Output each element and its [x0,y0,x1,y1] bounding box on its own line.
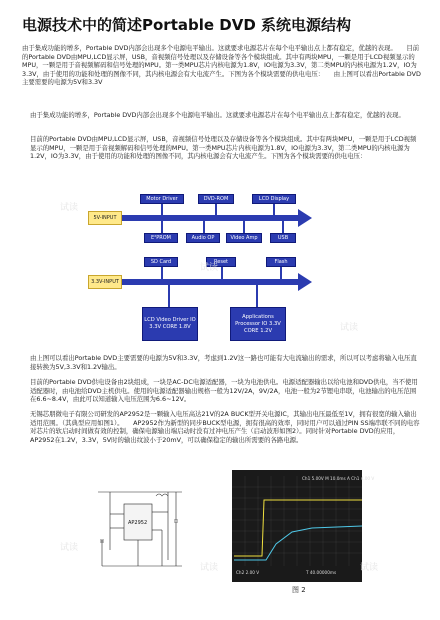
motor-driver-box: Motor Driver [140,194,184,204]
dvd-rom-box: DVD-ROM [198,194,234,204]
paragraph-3: 由上图可以看出Portable DVD主要需要的电源为5V和3.3V，考虑到1.2V这一路也可能有大电流输出的需求，所以可以考虑将输入电压直接转换为5V,3.3V和1.2V输出。 [30,354,417,371]
sd-card-box: SD Card [144,257,178,267]
schematic-drawing [92,470,192,582]
connector-line [282,221,284,233]
power-block-diagram [88,187,332,347]
schematic-figure [92,470,192,582]
paragraph-2: 目前的Portable DVD由MPU,LCD显示屏，USB，音视频信号处理以及存储设备等各个模块组成。其中有两块MPU，一颗是用于LCD视频显示的MPU，一颗是用于音视频解码和信号处理的MPU。第一类MPU芯片内核电源为1.8V，IO电源为3.3V，第二类MPU的内核电源为1.2V，IO为3.3V，由于使用的功能和处理的图像不同，其内核电源会有大电流产生。下图为各个模块需要的供电电压： [30,135,417,161]
intro-paragraph: 由于集成功能的增多，Portable DVD内部会出现多个电源电平输出。这就要求电源芯片在每个电平输出点上都有稳定，优越的表现。 目前的Portable DVD由MPU,LCD显示屏，USB，音视频信号处理以及存储设备等各个模块组成。其中有两块MPU，一颗是用于LCD视频显示的MPU，一颗是用于音视频解码和信号处理的MPU。第一类MPU芯片内核电源为1.8V，IO电源为3.3V，第二类MPU的内核电源为1.2V，IO为3.3V，由于使用的功能和处理的图像不同，其内核电源会有大电流产生。下图为各个模块需要的供电电压： 由上图可以看出Portable DVD主要需要的电源为5V和3.3V [22,44,421,87]
connector-line [256,285,258,307]
chip-label: AP2952 [128,520,148,526]
connector-line [161,204,163,215]
scope-ch2: Ch2 2.00 V [236,570,260,575]
connector-line [161,267,163,279]
paragraph-4: 目前的Portable DVD供电设备由2块组成，一块是AC-DC电源适配器，一块为电池供电。电源适配器输出以给电池和DVD供电，当不使用适配器时，由电池给DVD主机供电。使用的电源适配器输出规格一般为12V/2A，9V/2A，电池一般为2节锂电串联，电池输出的电压范围在6.6~8.4V，由此可以知道输入电压范围为6.6~12V。 [30,378,418,404]
rail-5v-label: 5V-INPUT [88,211,122,225]
audio-op-box: Audio OP [186,233,220,243]
rail-33v-label: 3.3V-INPUT [88,275,122,289]
rail-arrow-head [298,273,312,291]
watermark: 试读 [200,263,219,273]
scope-readout: Ch1 5.00V M 10.0ms A Ch1 4.00 V [302,476,375,481]
rail-5v-bar [122,215,298,221]
applications-processor-box: Applications Processor IO 3.3V CORE 1.2V [230,307,286,341]
connector-line [168,285,170,307]
rail-33v-bar [122,279,298,285]
scope-time: T 40.00000ms [306,570,337,575]
connector-line [203,221,205,233]
rail-arrow-head [298,209,312,227]
eprom-box: E²PROM [144,233,178,243]
connector-line [243,221,245,233]
reset-box: Reset [206,257,236,267]
lcd-display-box: LCD Display [252,194,296,204]
connector-line [215,204,217,215]
watermark: 试读 [60,203,79,213]
watermark: 试读 [340,323,359,333]
video-amp-box: Video Amp [226,233,262,243]
paragraph-1: 由于集成功能的增多，Portable DVD内部会出现多个电源电平输出。这就要求电源芯片在每个电平输出点上都有稳定，优越的表现。 [30,111,405,119]
connector-line [161,221,163,233]
connector-line [273,204,275,215]
watermark: 试读 [60,543,79,553]
usb-box: USB [270,233,296,243]
figure-2-caption: 图 2 [292,586,306,594]
connector-line [280,267,282,279]
lcd-video-driver-box: LCD Video Driver IO 3.3V CORE 1.8V [142,307,198,341]
connector-line [221,267,223,279]
watermark: 试读 [200,563,219,573]
page-title: 电源技术中的简述Portable DVD 系统电源结构 [22,16,351,34]
flash-box: Flash [266,257,296,267]
watermark: 试读 [360,563,379,573]
paragraph-5: 无锡芯朋微电子有限公司研发的AP2952是一颗输入电压高达21V的2A BUCK型开关电源IC，其输出电压最低至1V，拥有很宽的输入输出适用范围。（其典型应用如图1）。 AP2952作为新型的同步BUCK型电源，拥有很高的效率，同时用户可以通过PIN SS端串联不同的电容对芯片的软启动时间做有效的控制，确保电源输出端启动时没有过冲电压产生（启动波形如图2）。同时针对Portable DVD的应用，AP2952在1.2V，3.3V，5V时的输出纹波小于20mV，可以确保稳定的输出所需要的各路电源。 [30,410,420,444]
